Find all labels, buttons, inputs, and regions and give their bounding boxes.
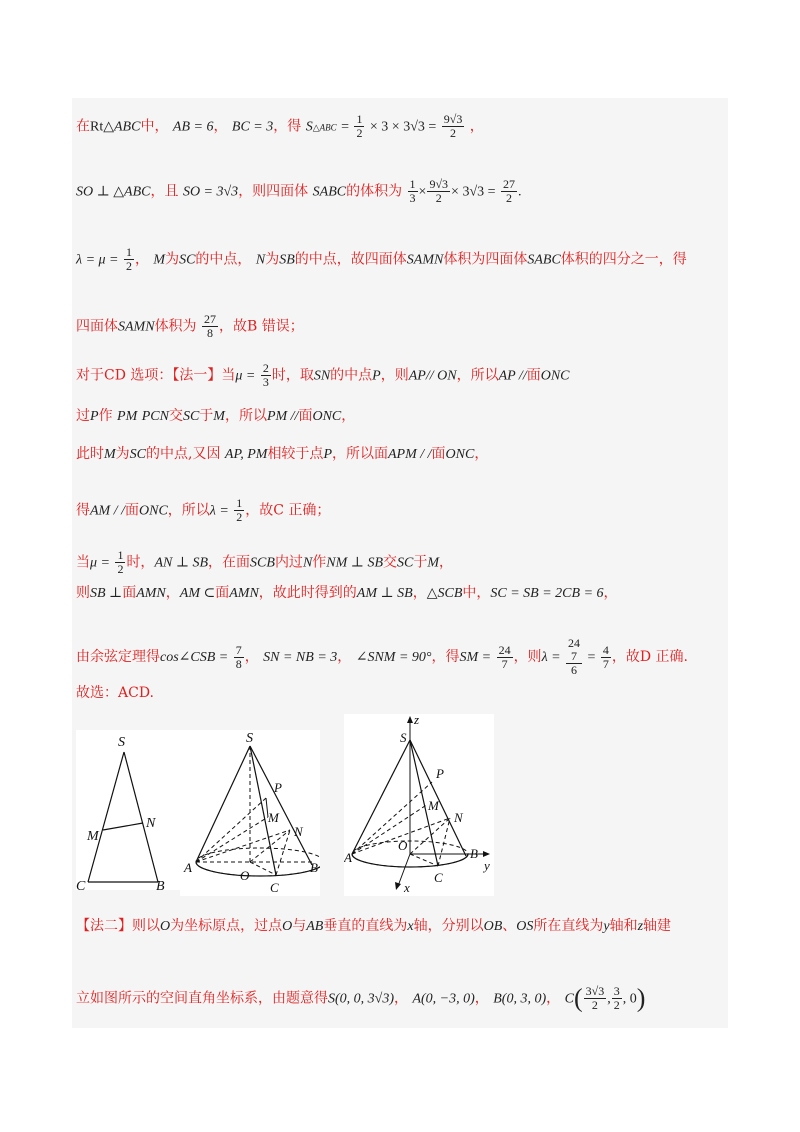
text: 的体积为 — [346, 183, 403, 200]
paren-open: ( — [573, 983, 583, 1013]
text: 与 — [292, 918, 307, 934]
math: SC — [182, 409, 200, 424]
text: ，所以 — [167, 502, 210, 519]
segment-oc — [410, 854, 438, 866]
text: 则 — [76, 585, 90, 601]
text: 为坐标原点，过点 — [170, 918, 283, 934]
fraction: $\frac{2}{3}$ — [262, 361, 269, 389]
math: = — [587, 650, 596, 665]
label-p: P — [274, 780, 282, 795]
label-a: A — [344, 850, 352, 865]
text: 得 — [76, 502, 90, 519]
text: ， — [394, 990, 409, 1007]
label-p: P — [436, 766, 444, 781]
fraction: $\frac{27}{2}$ — [502, 177, 515, 205]
text: 面 — [298, 408, 313, 424]
text: 时，取 — [271, 367, 314, 384]
text: 轴，分别以 — [413, 918, 484, 934]
label-n: N — [294, 824, 303, 839]
text: ，则四面体 — [238, 183, 309, 200]
solution-line-7 — [76, 444, 488, 465]
math: A(0, −3, 0) — [412, 991, 475, 1007]
math: M — [427, 555, 440, 571]
label-c: C — [76, 879, 86, 890]
figure-1-triangle-section — [76, 730, 196, 890]
math: M — [213, 409, 225, 424]
math: M — [104, 447, 116, 462]
text: 中， — [462, 585, 491, 601]
text: ，故此时得到的 — [258, 585, 357, 601]
solution-line-9 — [76, 549, 453, 576]
base-circle-front — [196, 862, 320, 876]
math: SC = SB = 2CB = 6 — [490, 586, 604, 601]
label-c: C — [434, 870, 443, 885]
text: ，则 — [380, 367, 409, 384]
answer-text: 故选：ACD. — [76, 685, 154, 701]
math: SM = — [459, 650, 492, 665]
text: ， — [213, 118, 228, 135]
y-arrow-icon — [483, 851, 490, 857]
solution-line-8 — [76, 497, 330, 524]
text: 作 — [312, 554, 327, 571]
math: SO ⊥ △ABC — [76, 184, 151, 200]
text: 中， — [140, 118, 169, 135]
segment-ap — [196, 798, 266, 862]
math: S — [305, 119, 313, 135]
segment-mn — [103, 823, 143, 830]
math: = — [341, 119, 349, 135]
text: 垂直的直线为 — [323, 918, 408, 934]
math: SC — [129, 447, 147, 462]
text: 体积的四分之一，得 — [560, 251, 687, 268]
segment-an — [196, 830, 290, 862]
math: λ = — [209, 503, 229, 519]
x-arrow-icon — [395, 882, 401, 890]
math: AM / / — [90, 503, 125, 519]
math: μ = — [90, 555, 110, 571]
complex-fraction: 24 7 6 — [568, 636, 581, 677]
text: ， — [412, 585, 427, 601]
text: 的中点,又因 — [146, 446, 221, 462]
math: SABC — [312, 184, 347, 200]
text: 交 — [383, 554, 397, 571]
base-circle-front — [352, 854, 468, 867]
math: x — [407, 919, 414, 934]
fraction: $\frac{3√3}{2}$ — [585, 984, 605, 1012]
text: 轴和 — [609, 918, 638, 934]
text: 过 — [76, 408, 90, 424]
solution-line-12 — [76, 683, 154, 703]
z-arrow-icon — [407, 716, 413, 723]
segment-ap — [352, 782, 432, 854]
label-x: x — [404, 880, 410, 895]
fraction: $\frac{1}{3}$ — [409, 177, 416, 205]
fraction: $\frac{1}{2}$ — [356, 112, 363, 140]
label-o: O — [398, 838, 408, 853]
label-z: z — [414, 714, 420, 727]
text: ， — [469, 118, 484, 135]
solution-line-11 — [76, 637, 688, 677]
text: ，则 — [513, 649, 542, 665]
text: ，所以 — [224, 408, 267, 424]
text: ，故B 错误； — [219, 318, 304, 335]
text: 面 — [215, 585, 230, 601]
math: AB — [306, 919, 324, 934]
label-n: N — [146, 816, 156, 831]
fraction: $\frac{1}{2}$ — [125, 245, 132, 273]
math: ONC — [540, 368, 570, 384]
text: ，在面 — [208, 554, 251, 571]
math: BC = 3 — [231, 119, 274, 135]
text: ，所以 — [456, 367, 499, 384]
text: 交 — [168, 408, 183, 424]
text: 对于CD 选项： — [76, 367, 173, 384]
math: C — [564, 991, 574, 1007]
math: × 3 × 3√3 = — [369, 119, 437, 135]
label-b: B — [470, 846, 478, 861]
text: 面 — [526, 367, 541, 384]
label-c: C — [270, 880, 279, 895]
text: 四面体 — [76, 318, 118, 335]
figure-2-cone — [180, 730, 320, 896]
text: 的中点，故四面体 — [294, 251, 407, 268]
solution-line-14 — [76, 985, 645, 1012]
text: 的中点 — [330, 367, 373, 384]
math: SAMN — [406, 252, 444, 268]
label-m: M — [268, 810, 279, 825]
text: 当 — [221, 367, 236, 384]
math: OB — [483, 919, 503, 934]
math: P — [323, 447, 332, 462]
text: ， — [165, 585, 180, 601]
fraction: $\frac{3}{2}$ — [613, 984, 620, 1012]
math: λ = μ = — [76, 252, 119, 268]
math-subscript: △ABC — [312, 122, 337, 133]
label-m: M — [428, 798, 439, 813]
text: 面 — [431, 446, 446, 462]
math: SN = NB = 3 — [263, 650, 338, 665]
label-m: M — [87, 829, 99, 844]
text: 相较于点 — [267, 446, 324, 462]
edge-sc — [88, 752, 124, 882]
text: 轴建 — [643, 918, 672, 934]
text: ， — [546, 990, 561, 1007]
math: SC — [397, 555, 414, 571]
text: 于 — [413, 554, 428, 571]
math: AP// ON — [408, 368, 457, 384]
math: y — [603, 919, 610, 934]
text: ，故D 正确. — [611, 649, 688, 665]
text: 所在直线为 — [533, 918, 604, 934]
solution-line-1 — [76, 113, 484, 140]
math: △SCB — [426, 586, 463, 601]
text: ， — [244, 649, 259, 665]
math: , — [607, 991, 611, 1007]
label-b: B — [310, 860, 318, 875]
edge-sa — [196, 746, 250, 862]
math: μ = — [235, 368, 256, 384]
label-n: N — [454, 810, 463, 825]
math: SB ⊥ — [90, 586, 123, 601]
math: O — [160, 919, 171, 934]
math: APM / / — [388, 447, 432, 462]
fraction: $\frac{9√3}{2}$ — [443, 112, 463, 140]
text: ， — [337, 649, 352, 665]
text: 此时 — [76, 446, 104, 462]
math: AN ⊥ SB — [154, 555, 209, 571]
math: , 0 — [622, 991, 637, 1007]
text: ，且 — [150, 183, 179, 200]
math: × — [418, 184, 427, 200]
fraction: $\frac{24}{7}$ — [498, 642, 511, 671]
text: ，故C 正确； — [245, 502, 331, 519]
text: ， — [439, 554, 454, 571]
segment-cn — [438, 818, 450, 866]
math: × 3√3 = — [451, 184, 496, 200]
text: ，得 — [273, 118, 302, 135]
text: 于 — [199, 408, 214, 424]
math: CN — [150, 409, 169, 424]
text: 内过 — [274, 554, 303, 571]
math: AM ⊂ — [179, 586, 216, 601]
text: 当 — [76, 554, 90, 571]
math: ONC — [139, 503, 168, 519]
math: O — [282, 919, 293, 934]
text: 在 — [76, 118, 90, 135]
fraction: $\frac{9√3}{2}$ — [429, 177, 449, 205]
math: λ = — [541, 650, 561, 665]
text: 立如图所示的空间直角坐标系，由题意得 — [76, 990, 328, 1007]
math: SAMN — [118, 319, 155, 335]
math: NM ⊥ SB — [326, 555, 383, 571]
solution-line-4 — [76, 313, 304, 340]
label-b: B — [156, 879, 165, 890]
text: ， — [474, 990, 489, 1007]
figure-3-cone-axes — [344, 714, 494, 896]
text: 的中点， — [195, 251, 252, 268]
math: P — [141, 409, 151, 424]
text: 为 — [165, 251, 180, 268]
math: N — [255, 252, 266, 268]
text: 则以 — [132, 918, 160, 934]
text: ，得 — [431, 649, 460, 665]
fraction: $\frac{7}{8}$ — [235, 642, 242, 671]
text: 由余弦定理得 — [76, 649, 160, 665]
text: 面 — [125, 502, 139, 519]
solution-line-2 — [76, 178, 521, 205]
text: 时， — [126, 554, 155, 571]
math: SN — [313, 368, 331, 384]
math: AP, PM — [224, 447, 268, 462]
segment-on — [410, 818, 450, 854]
math: z — [637, 919, 644, 934]
math: SC — [179, 252, 196, 268]
math: P — [90, 409, 99, 424]
text: 为 — [115, 446, 130, 462]
math: AM ⊥ SB — [356, 586, 413, 601]
math: ONC — [445, 447, 475, 462]
label-s: S — [246, 731, 253, 746]
math: SCB — [250, 555, 275, 571]
text: 体积为四面体 — [443, 251, 528, 268]
edge-sa — [352, 740, 410, 854]
text: ， — [341, 408, 356, 424]
fraction: $\frac{27}{8}$ — [204, 312, 217, 340]
text: 为 — [265, 251, 280, 268]
math: AB = 6 — [172, 119, 214, 135]
edge-sb — [250, 746, 312, 865]
math: OS — [516, 919, 534, 934]
text: ， — [603, 585, 618, 601]
solution-line-3 — [76, 246, 687, 273]
math: M — [153, 252, 166, 268]
math: AMN — [136, 586, 166, 601]
solution-line-5 — [76, 362, 570, 389]
math: N — [302, 555, 313, 571]
math: P — [372, 368, 381, 384]
label-y: y — [484, 858, 490, 873]
fraction: $\frac{1}{2}$ — [236, 496, 243, 524]
segment-cn — [276, 830, 290, 875]
math: PM — [117, 409, 138, 424]
math: AMN — [229, 586, 259, 601]
text: ，所以面 — [332, 446, 388, 462]
label-s: S — [400, 730, 407, 745]
solution-line-13 — [76, 916, 671, 937]
method-label: 【法一】 — [172, 367, 222, 384]
math: SO = 3√3 — [182, 184, 239, 200]
text: ， — [134, 251, 149, 268]
method-label: 【法二】 — [76, 918, 132, 934]
math: SABC — [527, 252, 561, 268]
text: 、 — [502, 918, 517, 934]
solution-line-10 — [76, 583, 618, 604]
paren-close: ) — [636, 983, 646, 1013]
math: ∠SNM = 90° — [355, 650, 432, 665]
text: 面 — [122, 585, 137, 601]
math: AP // — [498, 368, 527, 384]
math: Rt△ — [90, 119, 114, 135]
math: S(0, 0, 3√3) — [328, 991, 395, 1007]
solution-line-6 — [76, 406, 355, 427]
label-a: A — [184, 860, 192, 875]
math: B(0, 3, 0) — [493, 991, 547, 1007]
segment-oc — [250, 862, 276, 875]
text: 作 — [98, 408, 113, 424]
math: SB — [279, 252, 295, 268]
math: PM // — [266, 409, 299, 424]
math: ONC — [312, 409, 342, 424]
math: . — [517, 184, 522, 200]
fraction: $\frac{1}{2}$ — [117, 548, 124, 576]
label-s: S — [118, 735, 125, 750]
label-o: O — [240, 868, 250, 883]
text: 体积为 — [154, 318, 197, 335]
math: ABC — [114, 119, 141, 135]
fraction: $\frac{4}{7}$ — [602, 642, 609, 671]
math: cos∠CSB = — [160, 650, 229, 665]
segment-am — [352, 804, 428, 854]
text: ， — [474, 446, 489, 462]
